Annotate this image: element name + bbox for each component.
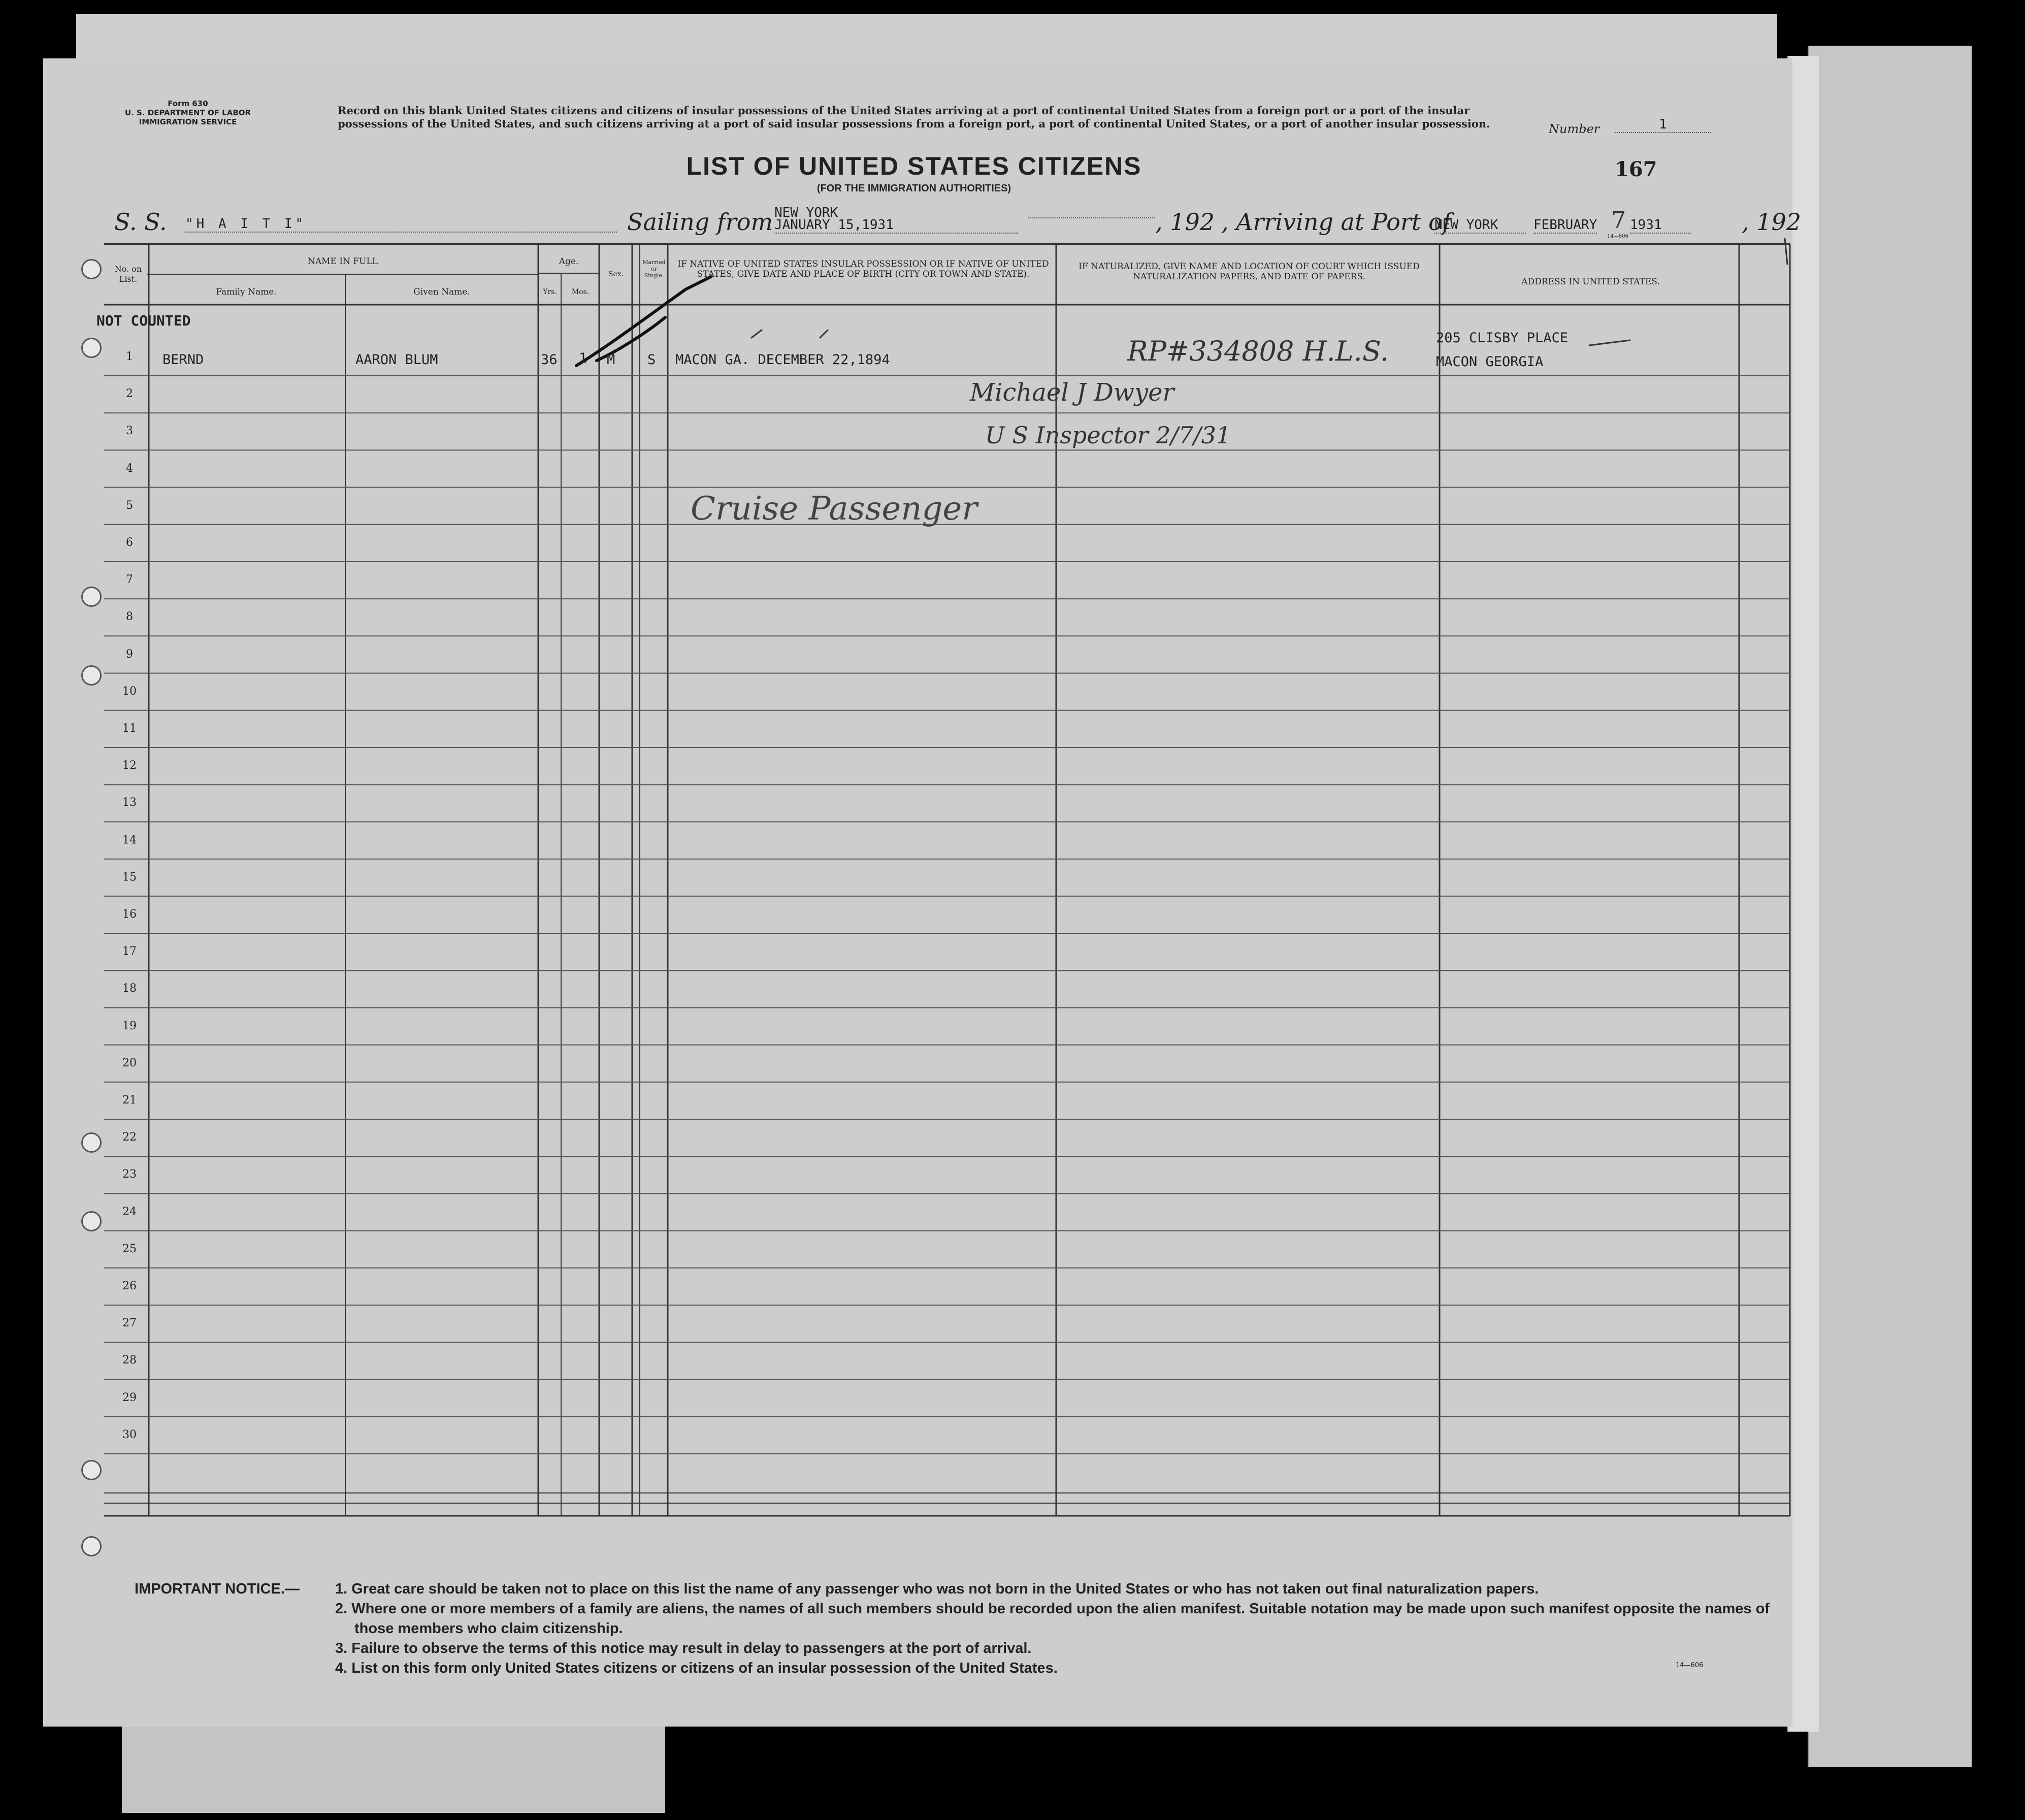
col-married: Married or Single. (642, 259, 666, 279)
notice-item-1: 1. Great care should be taken not to place on this list the name of any passenger who was not born in the United States or who has not taken out final naturalization papers. (335, 1581, 1539, 1597)
col-mos: Mos. (571, 288, 590, 296)
year-suffix-1: , 192 (1155, 208, 1215, 236)
row-number: 20 (122, 1056, 137, 1069)
row-number: 22 (122, 1131, 137, 1144)
row-number: 27 (122, 1317, 137, 1330)
row-number: 14 (122, 833, 137, 847)
number-label: Number (1549, 122, 1600, 136)
arriving-label: , Arriving at Port of (1221, 208, 1451, 236)
entry-birth: MACON GA. DECEMBER 22,1894 (675, 352, 890, 368)
notice-item-2: 2. Where one or more members of a family are aliens, the names of all such members should be recorded upon the alien manifest. Suitable notation may be made upon such manifest opposite the names of those members who claim citizenship. (335, 1601, 1770, 1637)
ship-name: "H A I T I" (185, 216, 617, 233)
row-number: 19 (122, 1019, 137, 1032)
row-number: 25 (122, 1242, 137, 1255)
punch-hole (81, 587, 102, 607)
page-subtitle: (FOR THE IMMIGRATION AUTHORITIES) (816, 183, 1011, 194)
service-name: IMMIGRATION SERVICE (139, 117, 237, 126)
row-number: 28 (122, 1354, 137, 1367)
punch-hole (81, 1132, 102, 1153)
page-title: LIST OF UNITED STATES CITIZENS (686, 152, 1142, 180)
row-number: 30 (122, 1428, 137, 1441)
sailing-date: JANUARY 15,1931 (774, 217, 1018, 234)
arrival-port: NEW YORK (1434, 217, 1526, 234)
row-number: 4 (126, 462, 133, 475)
col-sex: Sex. (608, 270, 624, 278)
row-number: 2 (126, 387, 133, 401)
entry-sex: M (607, 352, 615, 368)
ss-label: S. S. (114, 208, 167, 236)
year-suffix-2: , 192 (1742, 208, 1802, 236)
entry-marital: S (647, 352, 656, 368)
arrival-year: 1931 (1630, 217, 1691, 234)
form-number: Form 630 (168, 99, 208, 108)
punch-hole (81, 338, 102, 358)
row-number: 9 (126, 647, 133, 661)
row-number: 6 (126, 536, 133, 549)
printer-code: 14—606 (1607, 234, 1628, 239)
row-number: 1 (126, 350, 133, 363)
row-number: 7 (126, 573, 133, 587)
entry-age-months: 1 (579, 350, 587, 366)
row-number: 26 (122, 1280, 137, 1292)
punch-hole (81, 665, 102, 686)
col-name-in-full: NAME IN FULL (307, 256, 378, 267)
row-number: 8 (126, 610, 133, 624)
row-number: 5 (126, 499, 133, 512)
row-number: 17 (122, 945, 137, 958)
entry-age-years: 36 (541, 352, 558, 368)
row-number: 29 (122, 1391, 137, 1404)
col-family-name: Family Name. (216, 287, 277, 297)
sailing-label: Sailing from (627, 208, 773, 236)
row-number: 23 (122, 1168, 137, 1181)
cruise-passenger-note: Cruise Passenger (691, 490, 977, 528)
punch-hole (81, 1460, 102, 1480)
entry-address-1: 205 CLISBY PLACE (1436, 330, 1569, 346)
arrival-day: 7 (1611, 206, 1626, 234)
not-counted-stamp: NOT COUNTED (96, 312, 191, 329)
entry-naturalized: RP#334808 H.L.S. (1127, 335, 1389, 367)
col-no: No. on List. (114, 264, 142, 284)
entry-address-2: MACON GEORGIA (1436, 354, 1544, 370)
punch-hole (81, 1211, 102, 1231)
row-number: 11 (122, 722, 137, 735)
notice-item-4: 4. List on this form only United States citizens or citizens of an insular possession of the United States. (335, 1660, 1058, 1676)
inspector-title-date: U S Inspector 2/7/31 (985, 421, 1231, 449)
row-number: 16 (122, 908, 137, 921)
row-number: 21 (122, 1094, 137, 1107)
col-yrs: Yrs. (543, 288, 557, 296)
row-number: 18 (122, 982, 137, 995)
instructions: Record on this blank United States citizens and citizens of insular possessions of the United States arriving at a port of continental United States from a foreign port or a port of the insular possessions of the United States, and such citizens arriving at a port of said insular possessions from a foreign port, a port of continental United States, or a port of another insular possession. (338, 104, 1490, 130)
row-number: 12 (122, 759, 137, 772)
number-value: 1 (1615, 117, 1711, 133)
entry-given-name: AARON BLUM (355, 352, 438, 368)
arrival-date: FEBRUARY (1533, 217, 1597, 233)
notice-label: IMPORTANT NOTICE.— (135, 1581, 300, 1597)
row-number: 15 (122, 870, 137, 884)
row-number: 13 (122, 796, 137, 809)
footer-code: 14—606 (1676, 1662, 1704, 1669)
punch-hole (81, 259, 102, 279)
row-number: 24 (122, 1205, 137, 1218)
department-name: U. S. DEPARTMENT OF LABOR (124, 108, 251, 117)
col-naturalized: IF NATURALIZED, GIVE NAME AND LOCATION OF COURT WHICH ISSUED NATURALIZATION PAPERS, AND DATE OF PAPERS. (1079, 262, 1420, 282)
row-number: 3 (126, 425, 133, 438)
sailing-port: NEW YORK (774, 205, 838, 220)
col-age: Age. (559, 256, 579, 267)
entry-family-name: BERND (162, 352, 204, 368)
punch-hole (81, 1536, 102, 1556)
inspector-signature: Michael J Dwyer (970, 378, 1174, 407)
col-birth: IF NATIVE OF UNITED STATES INSULAR POSSESSION OR IF NATIVE OF UNITED STATES, GIVE DATE AND PLACE OF BIRTH (CITY OR TOWN AND STATE). (677, 259, 1049, 279)
col-address: ADDRESS IN UNITED STATES. (1521, 277, 1660, 287)
notice-item-3: 3. Failure to observe the terms of this notice may result in delay to passengers at the port of arrival. (335, 1640, 1032, 1656)
row-number: 10 (122, 685, 137, 698)
col-given-name: Given Name. (413, 287, 470, 297)
page-number: 167 (1615, 157, 1657, 181)
